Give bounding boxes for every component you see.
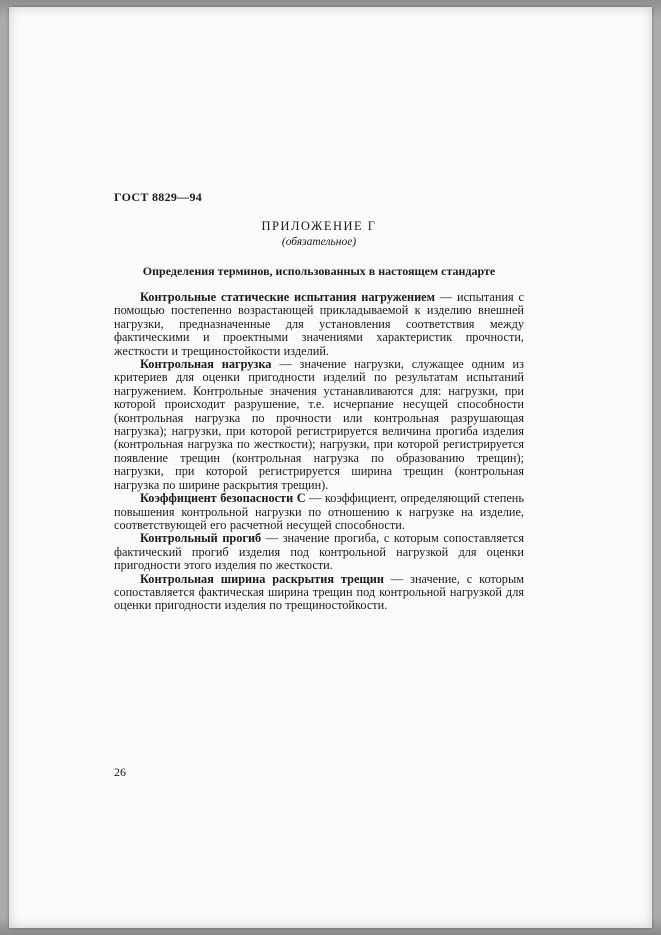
definition-paragraph [114, 492, 524, 532]
definition-text: — коэффициент, определяющий степень повышения контрольной нагрузки по отношению к нагрузке на изделие, соответствующей его расчетной несущей способности. [114, 491, 524, 532]
definition-text: — испытания с помощью постепенно возрастающей прикладываемой к изделию внешней нагрузки, предназначенные для установления соответствия между фактическими и проектными значениями характеристик прочности, жесткости и трещиностойкости изделий. [114, 290, 525, 358]
page-number: 26 [114, 765, 126, 779]
definition-paragraph [114, 532, 524, 572]
definition-term: Контрольная нагрузка [140, 357, 272, 372]
definition-paragraph [114, 358, 524, 492]
doc-number: ГОСТ 8829—94 [114, 190, 203, 204]
definition-term: Контрольные статические испытания нагружением [140, 290, 435, 304]
section-title: Определения терминов, использованных в настоящем стандарте [142, 264, 496, 278]
definition-term: Контрольный прогиб [140, 531, 262, 546]
definition-term: Контрольная ширина раскрытия трещин [140, 571, 384, 586]
page-content [114, 190, 524, 613]
appendix-subtitle: (обязательное) [281, 236, 357, 248]
definitions-list [114, 291, 524, 613]
document-page [9, 7, 652, 928]
appendix-title: ПРИЛОЖЕНИЕ Г [261, 219, 377, 233]
definition-text: — значение нагрузки, служащее одним из критериев для оценки пригодности изделий по результатам испытаний нагружением. Контрольные значения устанавливаются для: нагрузки, при которой происходит разрушение, т.е. исчерпание несущей способности (контрольная нагрузка по прочности или контрольная разрушающая нагрузка); нагрузки, при которой регистрируется величина прогиба изделия (контрольная нагрузка по жесткости); нагрузки, при которой регистрируется появление трещин (контрольная нагрузка по образованию трещин); нагрузки, при которой регистрируется ширина трещин (контрольная нагрузка по ширине раскрытия трещин). [114, 357, 524, 492]
definition-paragraph [114, 573, 524, 613]
definition-paragraph [114, 291, 524, 358]
definition-text: — значение прогиба, с которым сопоставляется фактический прогиб изделия под контрольной нагрузкой для оценки пригодности этого изделия по жесткости. [114, 531, 524, 573]
definition-term: Коэффициент безопасности С [140, 491, 306, 506]
definition-text: — значение, с которым сопоставляется фактическая ширина трещин под контрольной нагрузкой для оценки пригодности изделия по трещиностойкости. [114, 571, 524, 613]
